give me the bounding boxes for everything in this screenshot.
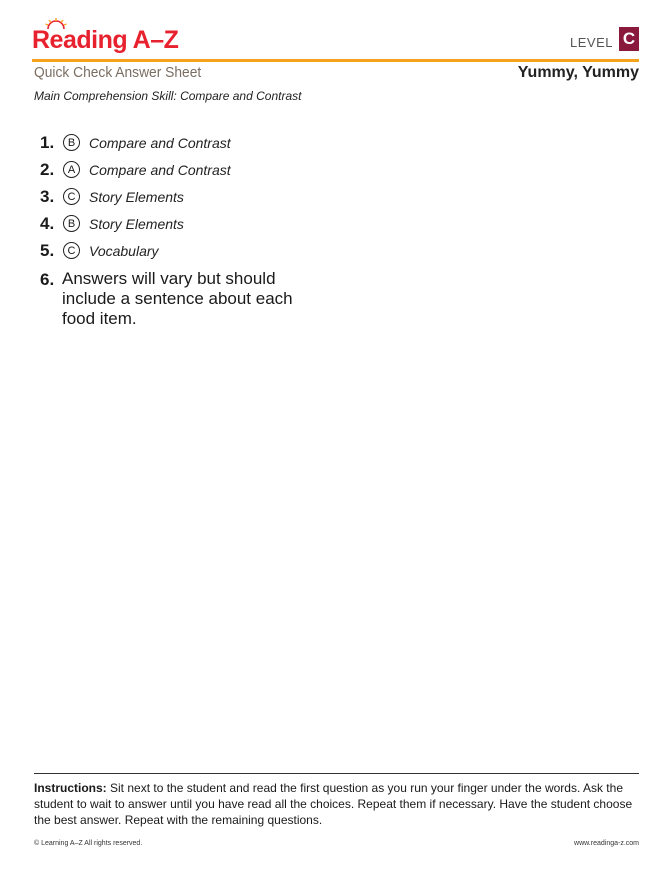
answer-number: 4.: [40, 213, 55, 233]
instructions-label: Instructions:: [34, 781, 107, 795]
answer-skill: Compare and Contrast: [89, 134, 231, 151]
answer-list: [40, 129, 340, 329]
answer-number: 6.: [40, 270, 55, 289]
answer-item-6: [40, 269, 340, 329]
answer-choice: C: [63, 188, 80, 205]
main-skill: Main Comprehension Skill: Compare and Contrast: [34, 89, 302, 103]
reading-az-logo: [32, 18, 179, 58]
footer-divider: [34, 773, 639, 774]
book-title: Yummy, Yummy: [517, 64, 639, 81]
logo-text: Reading A–Z: [32, 26, 179, 54]
copyright: © Learning A–Z All rights reserved.: [34, 840, 143, 847]
instructions: [34, 780, 640, 828]
answer-skill: Story Elements: [89, 215, 184, 232]
answer-item-1: [40, 129, 340, 156]
answer-item-5: [40, 237, 340, 264]
answer-open-response: Answers will vary but should include a sentence about each food item.: [62, 269, 293, 328]
answer-item-4: [40, 210, 340, 237]
answer-number: 5.: [40, 240, 55, 260]
answer-number: 2.: [40, 159, 55, 179]
header-divider: [32, 59, 639, 62]
answer-item-2: [40, 156, 340, 183]
level-indicator: [570, 27, 639, 51]
answer-choice: C: [63, 242, 80, 259]
answer-choice: B: [63, 215, 80, 232]
sheet-title: Quick Check Answer Sheet: [34, 64, 202, 81]
answer-number: 1.: [40, 132, 55, 152]
answer-skill: Story Elements: [89, 188, 184, 205]
level-badge: C: [619, 27, 639, 51]
answer-choice: A: [63, 161, 80, 178]
answer-choice: B: [63, 134, 80, 151]
instructions-text: Sit next to the student and read the first question as you run your finger under the words. Ask the student to wait to answer until you have read all the choices. Repeat them if necessary. Have the student choose the best answer. Repeat with the remaining questions.: [34, 781, 633, 827]
answer-number: 3.: [40, 186, 55, 206]
level-label: LEVEL: [570, 35, 613, 50]
website-link[interactable]: www.readinga-z.com: [574, 840, 639, 847]
answer-skill: Vocabulary: [89, 242, 159, 259]
answer-skill: Compare and Contrast: [89, 161, 231, 178]
answer-item-3: [40, 183, 340, 210]
